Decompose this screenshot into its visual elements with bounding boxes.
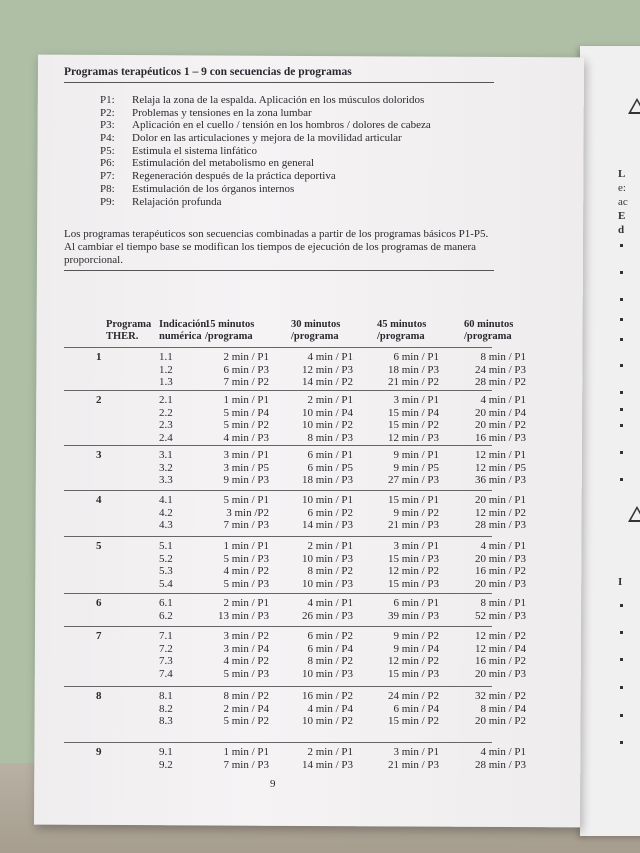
column-header-programa: Programa THER. (106, 319, 152, 342)
table-cell: 6 min / P1 (393, 351, 439, 363)
table-cell: 20 min / P1 (474, 494, 526, 506)
program-number: 7 (96, 630, 102, 642)
table-cell: 5 min / P1 (223, 494, 269, 506)
column-header-45min: 45 minutos /programa (377, 319, 427, 342)
list-item (100, 119, 431, 132)
intro-paragraph: Los programas terapéuticos son secuencias combinadas a partir de los programas básicos P1-P5. Al cambiar el tiempo base se modifican los tiempos de ejecución de los programas de manera proporcional. (64, 228, 489, 266)
table-cell: 52 min / P3 (474, 609, 526, 622)
program-code: P9: (100, 195, 115, 208)
group-divider (64, 593, 492, 594)
table-cell: 5 min / P2 (223, 715, 269, 728)
program-description: Relaja la zona de la espalda. Aplicación en los músculos doloridos (132, 94, 425, 106)
bullet (620, 271, 623, 274)
program-description: Aplicación en el cuello / tensión en los hombros / dolores de cabeza (132, 119, 431, 132)
table-cell: 2 min / P1 (307, 540, 353, 552)
table-cell: 16 min / P2 (474, 565, 526, 578)
table-cell: 13 min / P3 (217, 609, 269, 622)
table-cell: 12 min / P3 (387, 431, 439, 444)
table-cell: 8 min / P2 (307, 655, 353, 668)
table-cell: 27 min / P3 (387, 474, 439, 487)
table-cell: 10 min / P2 (301, 419, 353, 432)
table-cell: 16 min / P2 (474, 655, 526, 668)
indication-number: 5.3 (159, 565, 173, 578)
column-header-15min: 15 minutos /programa (205, 319, 255, 342)
table-cell: 5 min / P4 (223, 406, 269, 419)
table-cell: 6 min / P1 (307, 449, 353, 461)
table-cell: 4 min / P4 (307, 702, 353, 715)
table-cell: 18 min / P3 (301, 474, 353, 487)
table-cell: 2 min / P1 (223, 597, 269, 609)
table-cell: 4 min / P1 (480, 746, 526, 758)
table-cell: 20 min / P2 (474, 419, 526, 432)
table-cell: 3 min / P1 (393, 540, 439, 552)
table-cell: 10 min / P4 (301, 406, 353, 419)
group-divider (64, 490, 492, 491)
table-cell: 9 min / P1 (393, 449, 439, 461)
table-cell: 12 min / P1 (474, 449, 526, 461)
indication-number: 2.4 (159, 431, 173, 444)
table-cell: 4 min / P1 (307, 597, 353, 609)
program-list (100, 94, 431, 208)
list-item (100, 157, 431, 170)
table-cell: 4 min / P2 (223, 565, 269, 578)
table-cell: 21 min / P3 (387, 758, 439, 771)
table-cell: 36 min / P3 (474, 474, 526, 487)
table-cell: 7 min / P2 (223, 376, 269, 389)
bullet (620, 338, 623, 341)
table-cell: 8 min / P1 (480, 597, 526, 609)
table-cell: 6 min / P3 (223, 363, 269, 376)
table-cell: 6 min / P5 (307, 461, 353, 474)
table-cell: 12 min / P2 (387, 655, 439, 668)
table-cell: 2 min / P1 (307, 746, 353, 758)
table-cell: 6 min / P4 (307, 642, 353, 655)
fragment-text: L (618, 168, 626, 180)
fragment-text: e: (618, 182, 626, 194)
table-cell: 5 min / P3 (223, 577, 269, 590)
bullet (620, 451, 623, 454)
indication-number: 2.2 (159, 406, 173, 419)
indication-number: 6.2 (159, 609, 173, 622)
table-cell: 15 min / P3 (387, 667, 439, 680)
table-cell: 32 min / P2 (474, 690, 526, 702)
table-cell: 7 min / P3 (223, 758, 269, 771)
bullet (620, 714, 623, 717)
table-cell: 15 min / P1 (387, 494, 439, 506)
table-cell: 3 min / P1 (393, 394, 439, 406)
indication-number: 2.3 (159, 419, 173, 432)
table-cell: 20 min / P4 (474, 406, 526, 419)
indication-number: 1.1 (159, 351, 173, 363)
group-divider (64, 390, 492, 391)
program-description: Estimulación de los órganos internos (132, 182, 295, 195)
table-cell: 12 min / P2 (387, 565, 439, 578)
table-cell: 4 min / P2 (223, 655, 269, 668)
table-cell: 6 min / P1 (393, 597, 439, 609)
table-cell: 12 min / P4 (474, 642, 526, 655)
list-item (100, 183, 431, 196)
indication-number: 3.3 (159, 474, 173, 487)
table-cell: 14 min / P2 (301, 376, 353, 389)
table-cell: 28 min / P3 (474, 758, 526, 771)
table-cell: 16 min / P3 (474, 431, 526, 444)
bullet (620, 631, 623, 634)
program-code: P6: (100, 157, 115, 170)
warning-triangle-icon (628, 506, 640, 522)
table-cell: 3 min / P4 (223, 642, 269, 655)
bullet (620, 244, 623, 247)
program-description: Dolor en las articulaciones y mejora de la movilidad articular (132, 132, 402, 145)
program-code: P4: (100, 132, 115, 145)
table-cell: 15 min / P4 (387, 406, 439, 419)
bullet (620, 658, 623, 661)
table-cell: 1 min / P1 (223, 540, 269, 552)
table-cell: 6 min / P4 (393, 702, 439, 715)
table-cell: 14 min / P3 (301, 758, 353, 771)
list-item (100, 107, 431, 120)
indication-number: 1.3 (159, 376, 173, 389)
indication-number: 5.4 (159, 577, 173, 590)
indication-number: 9.2 (159, 758, 173, 771)
table-cell: 15 min / P2 (387, 419, 439, 432)
table-cell: 2 min / P1 (223, 351, 269, 363)
group-divider (64, 686, 492, 687)
group-divider (64, 742, 492, 743)
table-cell: 9 min / P4 (393, 642, 439, 655)
table-cell: 4 min / P1 (480, 394, 526, 406)
table-cell: 5 min / P2 (223, 419, 269, 432)
program-code: P1: (100, 94, 115, 106)
table-cell: 8 min / P1 (480, 351, 526, 363)
table-cell: 21 min / P3 (387, 519, 439, 532)
indication-number: 8.1 (159, 690, 173, 702)
table-cell: 2 min / P1 (307, 394, 353, 406)
program-number: 2 (96, 394, 102, 406)
bullet (620, 391, 623, 394)
indication-number: 2.1 (159, 394, 173, 406)
list-item (100, 132, 431, 145)
indication-number: 6.1 (159, 597, 173, 609)
program-code: P5: (100, 144, 115, 157)
table-cell: 8 min / P4 (480, 702, 526, 715)
group-divider (64, 626, 492, 627)
fragment-text: E (618, 210, 626, 222)
group-divider (64, 347, 492, 348)
indication-number: 1.2 (159, 363, 173, 376)
program-number: 4 (96, 494, 102, 506)
table-cell: 28 min / P3 (474, 519, 526, 532)
table-cell: 20 min / P3 (474, 577, 526, 590)
fragment-text: d (618, 224, 625, 236)
table-cell: 5 min / P3 (223, 552, 269, 565)
program-code: P7: (100, 170, 115, 183)
program-code: P8: (100, 182, 115, 195)
title-rule (64, 82, 494, 83)
table-cell: 10 min / P2 (301, 715, 353, 728)
table-cell: 9 min / P5 (393, 461, 439, 474)
table-cell: 12 min / P3 (301, 363, 353, 376)
list-item (100, 94, 431, 107)
group-divider (64, 536, 492, 537)
page-number: 9 (270, 778, 276, 790)
table-cell: 15 min / P3 (387, 577, 439, 590)
table-cell: 9 min / P2 (393, 506, 439, 519)
table-cell: 9 min / P3 (223, 474, 269, 487)
indication-number: 7.3 (159, 655, 173, 668)
table-cell: 5 min / P3 (223, 667, 269, 680)
program-code: P3: (100, 119, 115, 132)
group-divider (64, 445, 492, 446)
bullet (620, 318, 623, 321)
column-header-30min: 30 minutos /programa (291, 319, 341, 342)
column-header-60min: 60 minutos /programa (464, 319, 514, 342)
table-cell: 6 min / P2 (307, 630, 353, 642)
table-cell: 10 min / P1 (301, 494, 353, 506)
table-cell: 2 min / P4 (223, 702, 269, 715)
table-cell: 3 min /P2 (226, 506, 269, 519)
indication-number: 4.3 (159, 519, 173, 532)
bullet (620, 424, 623, 427)
indication-number: 3.2 (159, 461, 173, 474)
table-cell: 26 min / P3 (301, 609, 353, 622)
fragment-text: I (618, 576, 623, 588)
table-cell: 3 min / P1 (393, 746, 439, 758)
table-cell: 39 min / P3 (387, 609, 439, 622)
table-cell: 16 min / P2 (301, 690, 353, 702)
table-cell: 12 min / P5 (474, 461, 526, 474)
program-number: 1 (96, 351, 102, 363)
bullet (620, 408, 623, 411)
list-item (100, 196, 431, 209)
table-cell: 24 min / P3 (474, 363, 526, 376)
program-number: 3 (96, 449, 102, 461)
table-cell: 12 min / P2 (474, 506, 526, 519)
table-cell: 12 min / P2 (474, 630, 526, 642)
table-cell: 4 min / P1 (480, 540, 526, 552)
program-number: 6 (96, 597, 102, 609)
table-cell: 3 min / P1 (223, 449, 269, 461)
indication-number: 4.1 (159, 494, 173, 506)
adjacent-page (580, 46, 640, 836)
table-cell: 14 min / P3 (301, 519, 353, 532)
header-rule (64, 270, 494, 271)
bullet (620, 364, 623, 367)
bullet (620, 478, 623, 481)
table-cell: 15 min / P3 (387, 552, 439, 565)
table-cell: 8 min / P2 (307, 565, 353, 578)
program-code: P2: (100, 106, 115, 119)
indication-number: 7.4 (159, 667, 173, 680)
table-cell: 4 min / P3 (223, 431, 269, 444)
bullet (620, 604, 623, 607)
indication-number: 7.2 (159, 642, 173, 655)
table-cell: 10 min / P3 (301, 577, 353, 590)
table-cell: 18 min / P3 (387, 363, 439, 376)
fragment-text: ac (618, 196, 628, 208)
table-cell: 4 min / P1 (307, 351, 353, 363)
table-cell: 15 min / P2 (387, 715, 439, 728)
table-cell: 10 min / P3 (301, 667, 353, 680)
table-cell: 1 min / P1 (223, 394, 269, 406)
list-item (100, 170, 431, 183)
table-cell: 24 min / P2 (387, 690, 439, 702)
program-number: 9 (96, 746, 102, 758)
indication-number: 8.2 (159, 702, 173, 715)
program-description: Estimulación del metabolismo en general (132, 157, 315, 170)
table-cell: 20 min / P3 (474, 667, 526, 680)
table-cell: 6 min / P2 (307, 506, 353, 519)
table-cell: 10 min / P3 (301, 552, 353, 565)
program-description: Estimula el sistema linfático (132, 144, 257, 157)
program-number: 8 (96, 690, 102, 702)
table-cell: 7 min / P3 (223, 519, 269, 532)
table-cell: 9 min / P2 (393, 630, 439, 642)
table-cell: 20 min / P2 (474, 715, 526, 728)
column-header-indicacion: Indicación numérica (159, 319, 207, 342)
table-cell: 1 min / P1 (223, 746, 269, 758)
program-description: Relajación profunda (132, 195, 222, 208)
table-cell: 20 min / P3 (474, 552, 526, 565)
table-cell: 3 min / P2 (223, 630, 269, 642)
indication-number: 9.1 (159, 746, 173, 758)
table-cell: 8 min / P2 (223, 690, 269, 702)
table-cell: 21 min / P2 (387, 376, 439, 389)
program-description: Problemas y tensiones en la zona lumbar (132, 106, 312, 119)
page-title: Programas terapéuticos 1 – 9 con secuencias de programas (64, 66, 352, 78)
indication-number: 3.1 (159, 449, 173, 461)
program-number: 5 (96, 540, 102, 552)
list-item (100, 145, 431, 158)
bullet (620, 298, 623, 301)
indication-number: 8.3 (159, 715, 173, 728)
bullet (620, 741, 623, 744)
table-cell: 8 min / P3 (307, 431, 353, 444)
bullet (620, 686, 623, 689)
warning-triangle-icon (628, 98, 640, 114)
program-description: Regeneración después de la práctica deportiva (132, 170, 336, 183)
indication-number: 5.1 (159, 540, 173, 552)
indication-number: 7.1 (159, 630, 173, 642)
indication-number: 5.2 (159, 552, 173, 565)
table-cell: 28 min / P2 (474, 376, 526, 389)
table-cell: 3 min / P5 (223, 461, 269, 474)
indication-number: 4.2 (159, 506, 173, 519)
